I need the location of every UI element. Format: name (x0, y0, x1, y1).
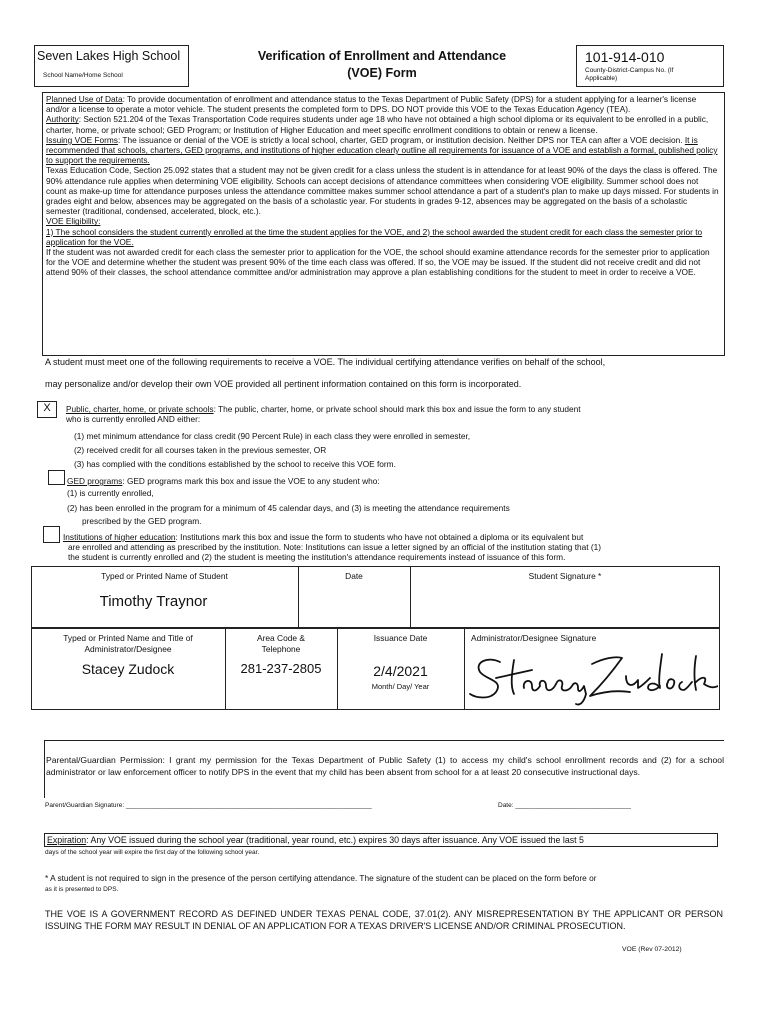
ged-item-3: prescribed by the GED program. (82, 516, 202, 526)
phone-label-line1: Area Code & (257, 633, 305, 643)
admin-name-value[interactable]: Stacey Zudock (81, 661, 175, 677)
higher-ed-text: : Institutions mark this box and issue the form to students who have not obtained a diploma or its equivalent but (175, 532, 584, 542)
admin-signature-label: Administrator/Designee Signature (471, 633, 597, 643)
higher-ed-checkbox[interactable] (43, 526, 60, 543)
public-school-item-1: (1) met minimum attendance for class credit (90 Percent Rule) in each class they were enrolled in semester, (74, 431, 471, 441)
higher-ed-line1 (63, 532, 728, 542)
authority-label: Authority (46, 114, 79, 125)
student-signature-footnote (45, 872, 725, 896)
government-record-warning: THE VOE IS A GOVERNMENT RECORD AS DEFINED UNDER TEXAS PENAL CODE, 37.01(2). ANY MISREPRESENTATION BY THE APPLICANT OR PERSON ISSUING THE FORM MAY RESULT IN DENIAL OF AN APPLICATION FOR A TEXAS DRIVER'S LICENSE AND/OR CRIMINAL PROSECUTION. (45, 909, 723, 931)
student-signature-label: Student Signature * (528, 571, 602, 581)
eligibility-conditions: 1) The school considers the student currently enrolled at the time the student applies for the VOE, and 2) the school awarded the student credit for each class the semester prior to application for the VOE. (46, 226, 703, 247)
admin-signature[interactable] (466, 642, 718, 708)
issuing-paragraph (46, 135, 720, 166)
ged-item-1: (1) is currently enrolled, (67, 488, 154, 498)
tec-paragraph: Texas Education Code, Section 25.092 states that a student may not be given credit for a class unless the student is in attendance for at least 90% of the days the class is offered. The 90% attendance rule applies when determining VOE eligibility. Schools can accept decisions of attendance committees when considering VOE eligibility. Summer school does not count as make-up time for attendance purposes unless the attendance committee makes summer school attendance a part of a student's plan to make up days missed. For students in grades eight and below, absences may be aggregated on the basis of a scholastic year. For students in grades 9-12, absences may be aggregated on the basis of a scholastic semester (traditional, condensed, accelerated, block, etc.). (46, 165, 719, 217)
cdc-box (576, 45, 724, 87)
student-date-value[interactable] (300, 588, 408, 624)
public-school-line1 (66, 404, 726, 414)
public-school-line2: who is currently enrolled AND either: (66, 414, 201, 425)
higher-ed-label: Institutions of higher education (63, 532, 176, 542)
admin-name-label (31, 633, 225, 655)
public-school-item-2: (2) received credit for all courses taken in the previous semester, OR (74, 445, 327, 455)
planned-use-label: Planned Use of Data (46, 94, 123, 104)
ged-item-2: (2) has been enrolled in the program for a minimum of 45 calendar days, and (3) is meeting the attendance requirements (67, 503, 510, 513)
issuing-text: : The issuance or denial of the VOE is strictly a local school, charter, GED program, or institution decision. Neither DPS nor TEA can after a VOE decision. (117, 134, 685, 145)
student-signature-field[interactable] (412, 588, 718, 624)
expiration-text: : Any VOE issued during the school year (traditional, year round, etc.) expires 30 days after issuance. Any VOE issued the last 5 (86, 835, 584, 845)
admin-row-divider-3 (464, 628, 465, 710)
form-revision: VOE (Rev 07-2012) (622, 946, 682, 953)
higher-ed-option (63, 532, 728, 563)
planned-use-paragraph (46, 94, 720, 114)
admin-name-label-line2: Administrator/Designee (84, 644, 172, 654)
cdc-label (585, 67, 674, 83)
student-name-value[interactable]: Timothy Traynor (99, 593, 208, 610)
requirements-line2: may personalize and/or develop their own VOE provided all pertinent information contained on this form is incorporated. (45, 379, 522, 389)
parent-signature-line[interactable]: Parent/Guardian Signature: ____________________________________________________________________ (45, 802, 372, 809)
cdc-number: 101-914-010 (585, 49, 665, 65)
public-school-item-3: (3) has complied with the conditions established by the school to receive this VOE form. (74, 459, 396, 469)
school-name-label: School Name/Home School (43, 72, 123, 79)
ged-label: GED programs (67, 476, 123, 486)
planned-use-text: : To provide documentation of enrollment and attendance status to the Texas Department of Public Safety (DPS) for a student applying for a learner's license and/or a license to operate a motor vehicle. The student presents the completed form to DPS. DO NOT provide this VOE to the Texas Education Agency (TEA). (46, 94, 697, 115)
ged-checkbox[interactable] (48, 470, 65, 485)
higher-ed-line3: the student is currently enrolled and (2) the student is meeting the institution's attendance requirements instead of issuance of this form. (68, 552, 566, 563)
student-date-label: Date (345, 571, 363, 581)
info-box (42, 92, 725, 356)
issuing-label: Issuing VOE Forms (46, 134, 118, 145)
ged-text: : GED programs mark this box and issue the VOE to any student who: (122, 476, 380, 486)
parent-date-line[interactable]: Date: ________________________________ (498, 802, 632, 809)
ged-option-line1 (67, 476, 380, 486)
footnote-line2: as it is presented to DPS. (45, 886, 119, 893)
public-school-label: Public, charter, home, or private schools (66, 404, 214, 414)
cdc-label-line2: Applicable) (585, 75, 618, 82)
student-name-label: Typed or Printed Name of Student (101, 571, 228, 581)
phone-label (225, 633, 337, 655)
footnote-line1: * A student is not required to sign in the presence of the person certifying attendance. The signature of the student can be placed on the form before or (45, 873, 597, 883)
expiration-label: Expiration (47, 835, 87, 845)
issuance-date-value[interactable]: 2/4/2021 (373, 663, 428, 679)
authority-paragraph (46, 114, 720, 134)
admin-name-label-line1: Typed or Printed Name and Title of (63, 633, 193, 643)
issuing-underlined: It is recommended that schools, charters, GED programs, and institutions of higher education clearly outline all requirements for issuance of a VOE and establish a formal, published policy to support the requirements. (46, 134, 718, 166)
higher-ed-line2: are enrolled and attending as prescribed by the institution. Note: Institutions can issue a letter signed by an official of the institution stating that (1) (68, 542, 602, 553)
phone-value[interactable]: 281-237-2805 (240, 661, 322, 676)
eligibility-paragraph: If the student was not awarded credit for each class the semester prior to application for the VOE, the school should examine attendance records for the semester prior to application for the VOE and determine whether the student was present 90% of the time each class was offered. If so, the VOE may be issued. If the student did not receive credit and did not attend 90% of their classes, the school attendance committee and/or administration may approve a plan establishing conditions for the student to meet in order to receive a VOE. (46, 247, 710, 278)
eligibility-heading: VOE Eligibility: (46, 216, 101, 227)
parental-section-rule-top (44, 740, 724, 741)
issuance-date-label: Issuance Date (373, 633, 428, 643)
public-school-option (66, 404, 726, 424)
school-name-box (34, 45, 189, 87)
requirements-line1: A student must meet one of the following requirements to receive a VOE. The individual certifying attendance verifies on behalf of the school, (45, 357, 606, 367)
parental-section-rule-left (44, 740, 45, 798)
school-name: Seven Lakes High School (37, 49, 181, 63)
authority-text: : Section 521.204 of the Texas Transportation Code requires students under age 18 who have not obtained a high school diploma or its equivalent to be enrolled in a public, charter, home, or private school; GED Program; or Institution of Higher Education and meet specific enrollment conditions to obtain or renew a license. (46, 114, 709, 135)
cdc-label-line1: County-District-Campus No. (If (585, 67, 674, 74)
form-title (192, 48, 572, 82)
admin-signature-image (466, 642, 718, 708)
public-school-text: : The public, charter, home, or private school should mark this box and issue the form to any student (213, 404, 581, 414)
form-title-line2: (VOE) Form (347, 66, 417, 80)
issuance-date-format: Month/ Day/ Year (371, 682, 430, 691)
expiration-line1 (47, 835, 584, 845)
parental-permission-text: Parental/Guardian Permission: I grant my permission for the Texas Department of Public Safety (1) to access my child's school enrollment records and (2) for a school administrator or law enforcement officer to notify DPS in the event that my child has been absent from school for a at least 20 consecutive instructional days. (46, 755, 724, 777)
form-title-line1: Verification of Enrollment and Attendance (257, 49, 507, 63)
phone-label-line2: Telephone (261, 644, 301, 654)
public-school-checkbox[interactable]: X (37, 401, 57, 418)
expiration-line2: days of the school year will expire the first day of the following school year. (45, 849, 260, 856)
